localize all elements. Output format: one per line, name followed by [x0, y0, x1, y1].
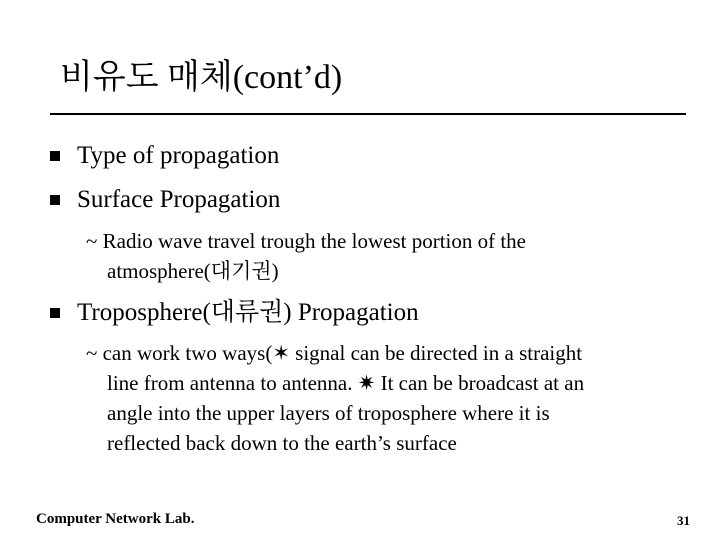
page-number: 31	[677, 513, 690, 528]
detail-line: ~ can work two ways(✶ signal can be directed in a straight	[86, 341, 583, 365]
bullet-item-troposphere-propagation	[50, 298, 419, 328]
bullet-item-type-of-propagation	[50, 141, 279, 171]
detail-line: line from antenna to antenna. ✷ It can be broadcast at an	[107, 371, 585, 395]
square-bullet-icon	[50, 151, 60, 161]
slide-title: 비유도 매체(cont’d)	[60, 59, 343, 96]
bullet-text: Surface Propagation	[77, 186, 281, 213]
bullet-text: Type of propagation	[77, 142, 280, 169]
square-bullet-icon	[50, 308, 60, 318]
detail-line: atmosphere(대기권)	[107, 259, 279, 283]
detail-line: reflected back down to the earth’s surface	[107, 431, 457, 455]
bullet-item-surface-propagation	[50, 185, 280, 215]
bullet-text: Troposphere(대류권) Propagation	[77, 299, 419, 326]
title-divider	[50, 113, 686, 115]
detail-line: ~ Radio wave travel trough the lowest portion of the	[86, 229, 527, 253]
footer-lab-name: Computer Network Lab.	[36, 511, 195, 527]
square-bullet-icon	[50, 195, 60, 205]
detail-line: angle into the upper layers of troposphere where it is	[107, 401, 550, 425]
surface-propagation-detail	[86, 226, 676, 286]
troposphere-propagation-detail	[86, 338, 676, 458]
